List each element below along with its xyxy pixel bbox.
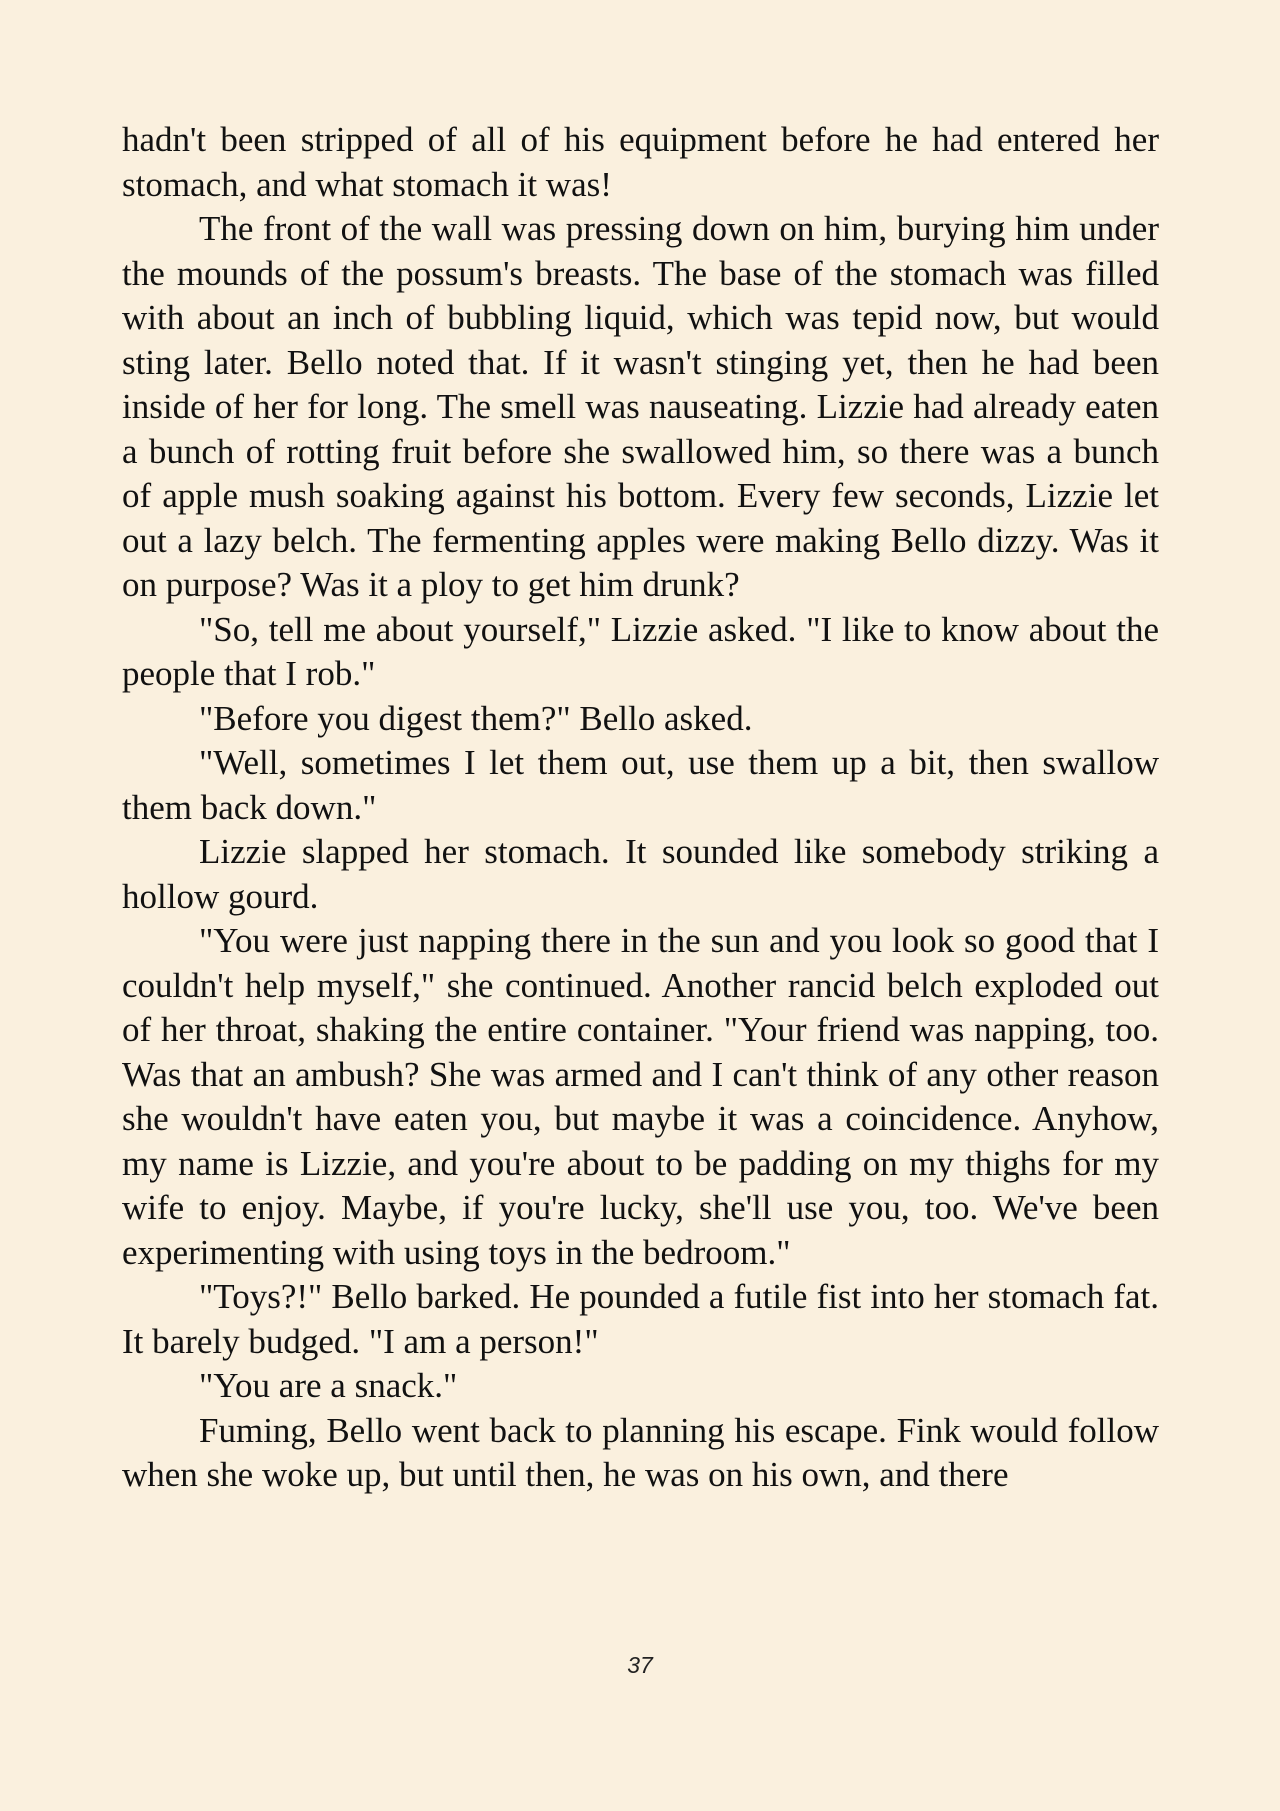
paragraph-4: "Before you digest them?" Bello asked.	[199, 698, 753, 738]
page-number: 37	[627, 1652, 653, 1678]
page-body	[122, 118, 1159, 1498]
paragraph-3: "So, tell me about yourself," Lizzie asked. "I like to know about the people that I rob."	[122, 609, 1159, 693]
paragraph-5: "Well, sometimes I let them out, use them up a bit, then swallow them back down."	[122, 743, 1159, 827]
paragraph-8: "Toys?!" Bello barked. He pounded a futile fist into her stomach fat. It barely budged. "I am a person!"	[122, 1277, 1159, 1361]
paragraph-10: Fuming, Bello went back to planning his escape. Fink would follow when she woke up, but until then, he was on his own, and there	[122, 1410, 1159, 1494]
paragraph-9: "You are a snack."	[199, 1366, 458, 1405]
paragraph-1: hadn't been stripped of all of his equipment before he had entered her stomach, and what stomach it was!	[122, 120, 1159, 204]
paragraph-7: "You were just napping there in the sun and you look so good that I couldn't help myself," she continued. Another rancid belch exploded out of her throat, shaking the entire container. "Your friend was napping, too. Was that an ambush? She was armed and I can't think of any other reason she wouldn't have eaten you, but maybe it was a coincidence. Anyhow, my name is Lizzie, and you're about to be padding on my thighs for my wife to enjoy. Maybe, if you're lucky, she'll use you, too. We've been experimenting with using toys in the bedroom."	[122, 921, 1159, 1272]
paragraph-2: The front of the wall was pressing down on him, burying him under the mounds of the possum's breasts. The base of the stomach was filled with about an inch of bubbling liquid, which was tepid now, but would sting later. Bello noted that. If it wasn't stinging yet, then he had been inside of her for long. The smell was nauseating. Lizzie had already eaten a bunch of rotting fruit before she swallowed him, so there was a bunch of apple mush soaking against his bottom. Every few seconds, Lizzie let out a lazy belch. The fermenting apples were making Bello dizzy. Was it on purpose? Was it a ploy to get him drunk?	[122, 209, 1159, 604]
paragraph-6: Lizzie slapped her stomach. It sounded like somebody striking a hollow gourd.	[122, 832, 1159, 916]
